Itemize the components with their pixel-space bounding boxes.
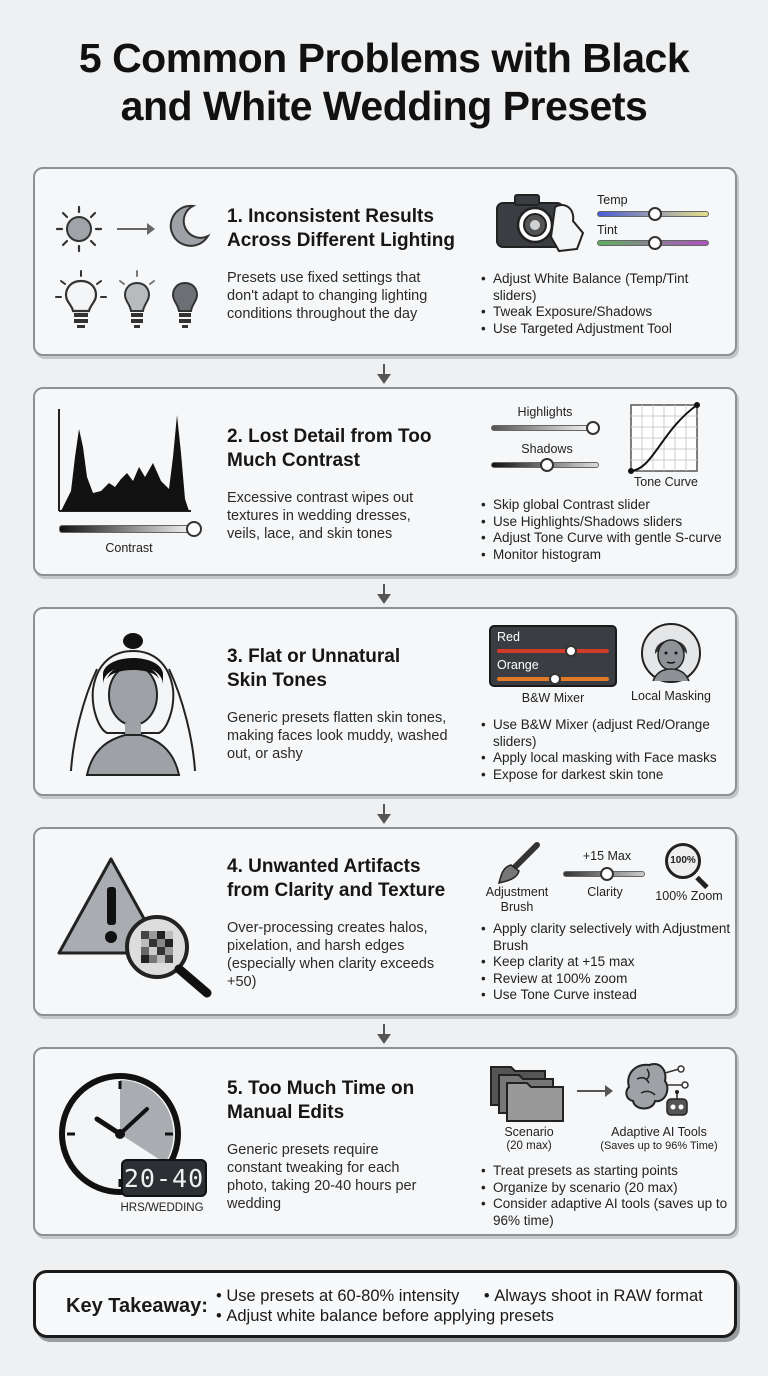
problem-card-1 — [33, 167, 737, 356]
problem-3-solution: • Expose for darkest skin tone — [481, 767, 731, 784]
problem-2-solutions — [481, 497, 737, 563]
problem-2-title-line-1: 2. Lost Detail from Too — [227, 426, 432, 447]
tone-curve-label: Tone Curve — [634, 475, 698, 489]
contrast-label: Contrast — [105, 541, 153, 555]
temp-slider-knob[interactable] — [648, 207, 662, 221]
problem-1-title — [227, 205, 455, 253]
page-title-line-2: and White Wedding Presets — [120, 83, 648, 129]
key-takeaway-item: • Use presets at 60-80% intensity — [216, 1287, 460, 1305]
problem-5-solution: • Consider adaptive AI tools (saves up to 96% time) — [481, 1196, 731, 1229]
problem-4-title — [227, 855, 445, 903]
clarity-label: Clarity — [587, 885, 623, 899]
problem-4-title-line-1: 4. Unwanted Artifacts — [227, 856, 421, 877]
problem-3-solutions — [481, 717, 731, 783]
highlights-label: Highlights — [517, 405, 573, 419]
orange-slider-knob[interactable] — [549, 673, 561, 685]
clarity-max-label: +15 Max — [582, 849, 632, 863]
bride-silhouette-icon — [63, 629, 203, 777]
key-takeaway-item: • Adjust white balance before applying presets — [216, 1307, 554, 1325]
adaptive-ai-label-sub: (Saves up to 96% Time) — [600, 1140, 718, 1152]
arrow-down-icon — [374, 804, 394, 826]
lightbulb-bright-icon — [53, 269, 109, 331]
bw-mixer-label: B&W Mixer — [521, 691, 585, 705]
shadows-slider[interactable] — [491, 462, 599, 468]
key-takeaway-item-text: Use presets at 60-80% intensity — [226, 1287, 460, 1305]
clarity-slider[interactable] — [563, 871, 645, 877]
tint-label: Tint — [597, 223, 618, 237]
moon-icon — [163, 201, 213, 251]
orange-label: Orange — [497, 658, 539, 672]
ai-brain-icon — [621, 1059, 691, 1125]
problem-1-title-line-2: Across Different Lighting — [227, 230, 456, 251]
key-takeaway-label: Key Takeaway: — [66, 1295, 208, 1317]
adaptive-ai-label-title: Adaptive AI Tools — [611, 1125, 707, 1139]
problem-2-solution: • Use Highlights/Shadows sliders — [481, 514, 737, 531]
magnifier-pixel-icon — [119, 909, 215, 999]
hours-per-wedding-label: HRS/WEDDING — [120, 1202, 204, 1214]
problem-4-description: Over-processing creates halos, pixelation, and harsh edges (especially when clarity exceeds +50) — [227, 920, 435, 990]
arrow-down-icon — [374, 584, 394, 606]
arrow-down-icon — [374, 1024, 394, 1046]
adaptive-ai-label — [591, 1125, 727, 1153]
tone-curve-graph — [627, 401, 703, 477]
problem-2-title — [227, 425, 431, 473]
key-takeaway-box — [33, 1270, 737, 1338]
orange-slider[interactable] — [497, 677, 609, 681]
camera-icon — [493, 189, 589, 255]
problem-1-solution: • Use Targeted Adjustment Tool — [481, 321, 731, 338]
tint-slider[interactable] — [597, 240, 709, 246]
local-masking-label: Local Masking — [631, 689, 711, 703]
problem-card-4 — [33, 827, 737, 1016]
adjustment-brush-label: Adjustment Brush — [485, 885, 549, 914]
problem-5-solutions — [481, 1163, 731, 1229]
problem-3-title — [227, 645, 400, 693]
face-mask-icon — [639, 621, 703, 685]
zoom-magnifier-handle — [695, 876, 708, 889]
problem-1-description: Presets use fixed settings that don't adapt to changing lighting conditions throughout the day — [227, 270, 428, 322]
key-takeaway-list — [216, 1286, 726, 1326]
temp-slider[interactable] — [597, 211, 709, 217]
scenario-label — [491, 1125, 567, 1153]
shadows-label: Shadows — [521, 442, 573, 456]
problem-card-5 — [33, 1047, 737, 1236]
lightbulb-dark-icon — [165, 273, 205, 331]
problem-2-solution: • Monitor histogram — [481, 547, 737, 564]
hours-display — [121, 1159, 207, 1197]
contrast-slider-knob[interactable] — [186, 521, 202, 537]
shadows-slider-knob[interactable] — [540, 458, 554, 472]
problem-card-2 — [33, 387, 737, 576]
problem-5-solution: • Treat presets as starting points — [481, 1163, 731, 1180]
problem-4-solution: • Review at 100% zoom — [481, 971, 731, 988]
zoom-badge: 100% — [670, 855, 696, 866]
zoom-magnifier — [665, 843, 701, 879]
highlights-slider-knob[interactable] — [586, 421, 600, 435]
problem-2-solution: • Adjust Tone Curve with gentle S-curve — [481, 530, 737, 547]
hours-display-value: 20-40 — [123, 1164, 205, 1193]
contrast-slider[interactable] — [59, 525, 199, 533]
page-title-line-1: 5 Common Problems with Black — [78, 35, 690, 81]
arrow-down-icon — [374, 364, 394, 386]
problem-2-solution: • Skip global Contrast slider — [481, 497, 737, 514]
problem-2-title-line-2: Much Contrast — [227, 450, 360, 471]
folder-stack-icon — [489, 1061, 569, 1125]
brush-icon — [495, 841, 543, 887]
problem-4-title-line-2: from Clarity and Texture — [227, 880, 446, 901]
problem-4-solution: • Keep clarity at +15 max — [481, 954, 731, 971]
problem-3-title-line-2: Skin Tones — [227, 670, 327, 691]
lightbulb-dim-icon — [115, 269, 159, 331]
highlights-slider[interactable] — [491, 425, 599, 431]
problem-1-title-line-1: 1. Inconsistent Results — [227, 206, 434, 227]
problem-1-solution: • Adjust White Balance (Temp/Tint sliders) — [481, 271, 731, 304]
problem-3-solution: • Apply local masking with Face masks — [481, 750, 731, 767]
red-slider-knob[interactable] — [565, 645, 577, 657]
problem-5-title — [227, 1077, 414, 1125]
zoom-label: 100% Zoom — [655, 889, 723, 903]
key-takeaway-item-text: Always shoot in RAW format — [494, 1287, 703, 1305]
problem-4-solution: • Apply clarity selectively with Adjustment Brush — [481, 921, 731, 954]
bw-mixer-panel — [489, 625, 617, 687]
problem-3-title-line-1: 3. Flat or Unnatural — [227, 646, 401, 667]
problem-1-solution: • Tweak Exposure/Shadows — [481, 304, 731, 321]
problem-5-description: Generic presets require constant tweaking for each photo, taking 20-40 hours per wedding — [227, 1142, 417, 1212]
problem-4-solution: • Use Tone Curve instead — [481, 987, 731, 1004]
problem-5-title-line-2: Manual Edits — [227, 1102, 345, 1123]
problem-2-description: Excessive contrast wipes out textures in wedding dresses, veils, lace, and skin tones — [227, 490, 414, 542]
page-title — [0, 34, 768, 130]
scenario-label-sub: (20 max) — [506, 1140, 552, 1152]
temp-label: Temp — [597, 193, 628, 207]
problem-3-solution: • Use B&W Mixer (adjust Red/Orange sliders) — [481, 717, 731, 750]
problem-3-description: Generic presets flatten skin tones, making faces look muddy, washed out, or ashy — [227, 710, 448, 762]
sun-icon — [53, 203, 105, 255]
histogram-icon — [57, 407, 193, 515]
problem-5-title-line-1: 5. Too Much Time on — [227, 1078, 415, 1099]
arrow-right-icon — [115, 221, 157, 237]
clarity-slider-knob[interactable] — [600, 867, 614, 881]
scenario-label-title: Scenario — [504, 1125, 554, 1139]
problem-1-solutions — [481, 271, 731, 337]
problem-4-solutions — [481, 921, 731, 1004]
problem-card-3 — [33, 607, 737, 796]
red-slider[interactable] — [497, 649, 609, 653]
arrow-right-icon — [575, 1083, 615, 1099]
key-takeaway-item: • Always shoot in RAW format — [483, 1287, 703, 1305]
red-label: Red — [497, 630, 520, 644]
tint-slider-knob[interactable] — [648, 236, 662, 250]
problem-5-solution: • Organize by scenario (20 max) — [481, 1180, 731, 1197]
key-takeaway-item-text: Adjust white balance before applying presets — [226, 1307, 554, 1325]
